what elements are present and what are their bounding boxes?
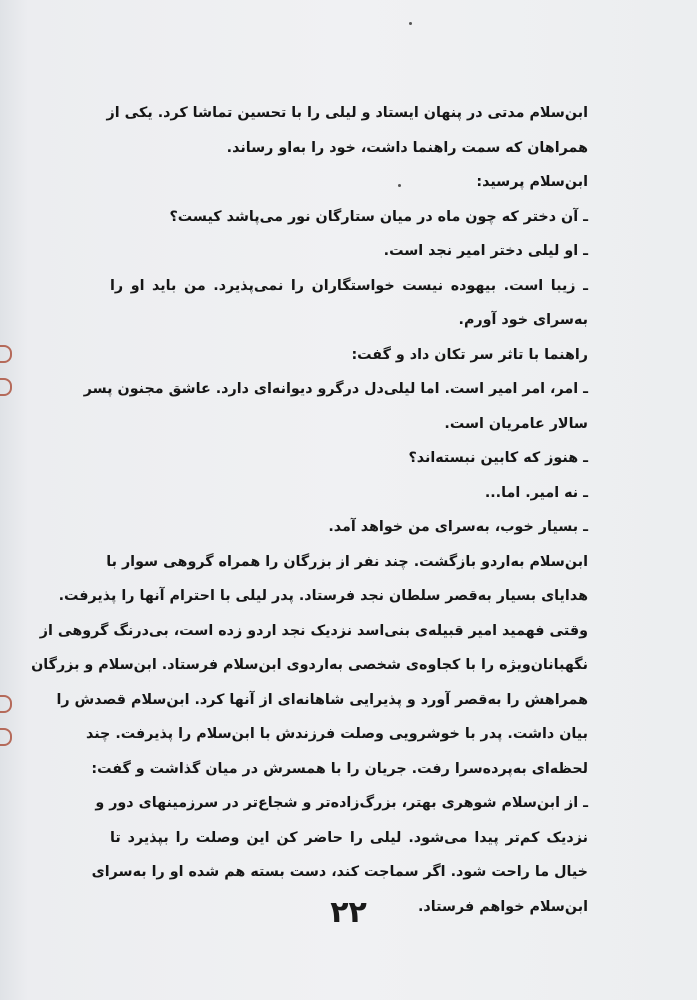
text-line: وقتی فهمید امیر قبیله‌ی بنی‌اسد نزدیک نجد اردو زده است، بی‌درنگ گروهی از (39, 622, 588, 639)
page-number: ۲۲ (330, 895, 367, 930)
text-line: ـ نه امیر. اما... (484, 484, 588, 501)
text-line: ـ او لیلی دختر امیر نجد است. (383, 243, 588, 259)
binding-staple (0, 345, 12, 363)
binding-staple (0, 378, 12, 396)
text-line: ابن‌سلام به‌اردو بازگشت. چند نفر از بزرگان را همراه گروهی سوار با (106, 553, 588, 570)
text-line: به‌سرای خود آورم. (458, 312, 588, 328)
text-line: ابن‌سلام پرسید: (476, 174, 588, 190)
text-line: هدایای بسیار به‌قصر سلطان نجد فرستاد. پدر لیلی با احترام آنها را پذیرفت. (58, 588, 588, 604)
text-line: ـ از ابن‌سلام شوهری بهتر، بزرگ‌زاده‌تر و شجاع‌تر در سرزمینهای دور و (95, 795, 588, 811)
text-line: نگهبانان‌ویژه را با کجاوه‌ی شخصی به‌اردوی ابن‌سلام فرستاد. ابن‌سلام و بزرگان (31, 657, 588, 673)
text-line: ـ زیبا است. بیهوده نیست خواستگاران را نمی‌پذیرد. من باید او را (110, 277, 588, 294)
text-line: ـ بسیار خوب، به‌سرای من خواهد آمد. (328, 519, 588, 535)
binding-staple (0, 695, 12, 713)
text-line: نزدیک کم‌تر پیدا می‌شود. لیلی را حاضر کن این وصلت را بپذیرد تا (110, 829, 588, 846)
body-text (31, 96, 588, 924)
binding-staple (0, 728, 12, 746)
text-line: ـ آن دختر که چون ماه در میان ستارگان نور می‌پاشد کیست؟ (169, 208, 588, 225)
text-line: همراهان که سمت راهنما داشت، خود را به‌او رساند. (226, 139, 588, 156)
text-line: راهنما با تاثر سر تکان داد و گفت: (351, 346, 588, 363)
text-line: بیان داشت. پدر با خوشرویی وصلت فرزندش با ابن‌سلام را پذیرفت. چند (85, 726, 588, 742)
text-line: لحظه‌ای به‌پرده‌سرا رفت. جریان را با همسرش در میان گذاشت و گفت: (91, 760, 588, 777)
text-line: ابن‌سلام خواهم فرستاد. (417, 898, 588, 915)
text-line: همراهش را به‌قصر آورد و پذیرایی شاهانه‌ای از آنها کرد. ابن‌سلام قصدش را (56, 691, 588, 708)
text-line: سالار عامریان است. (444, 415, 588, 432)
text-line: ـ امر، امر امیر است. اما لیلی‌دل درگرو دیوانه‌ای دارد. عاشق مجنون پسر (83, 381, 588, 397)
text-line: خیال ما راحت شود. اگر سماجت کند، دست بسته هم شده او را به‌سرای (91, 864, 588, 880)
text-line: ابن‌سلام مدتی در پنهان ایستاد و لیلی را با تحسین تماشا کرد. یکی از (106, 105, 588, 121)
paper-speck (409, 22, 412, 25)
text-line: ـ هنوز که کابین نبسته‌اند؟ (408, 450, 588, 466)
